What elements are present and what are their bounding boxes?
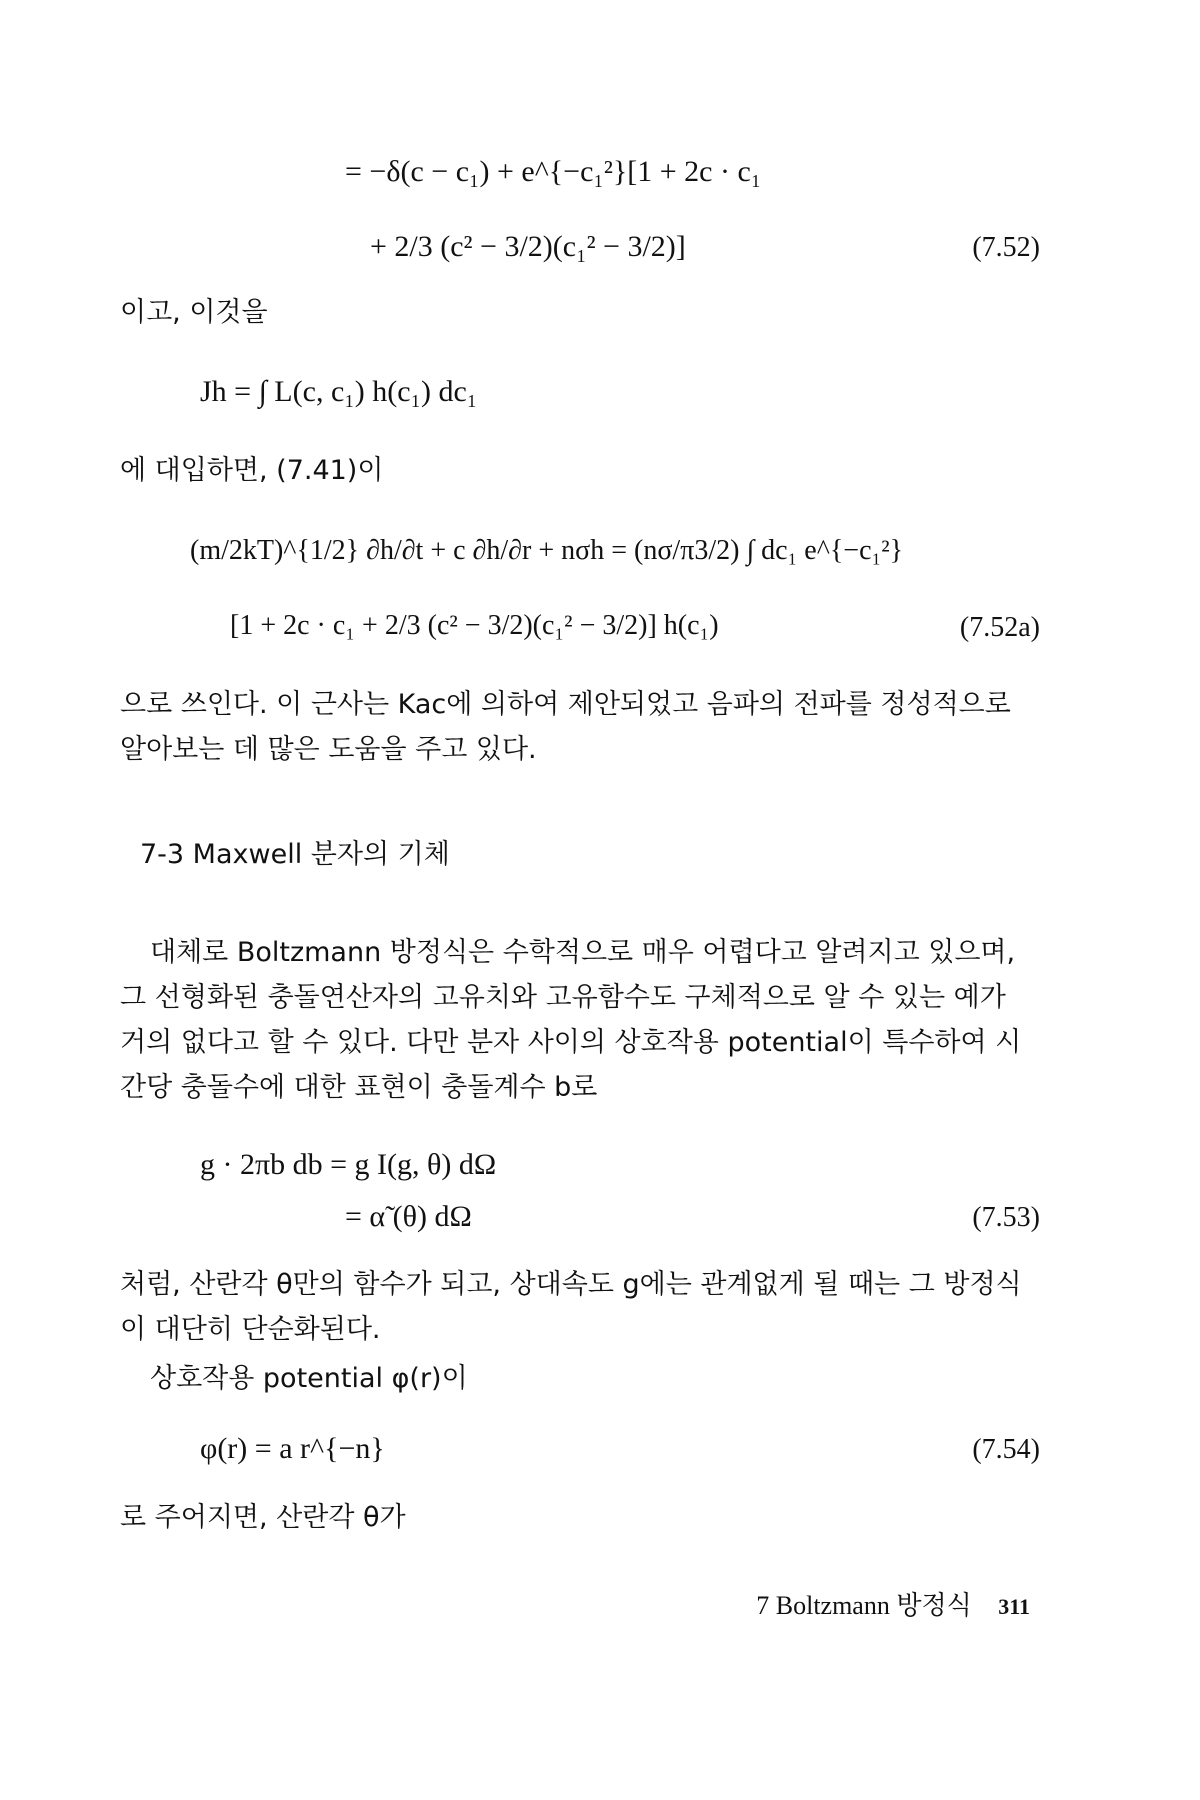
page-number: 311 bbox=[998, 1594, 1030, 1619]
equation-7-53-line-1: g · 2πb db = g I(g, θ) dΩ bbox=[200, 1148, 497, 1181]
equation-number: (7.53) bbox=[972, 1202, 1040, 1233]
equation-7-52-line-2: + 2/3 (c² − 3/2)(c₁² − 3/2)] bbox=[370, 230, 686, 263]
equation-7-54: φ(r) = a r^{−n} bbox=[200, 1432, 385, 1465]
page-footer bbox=[756, 1585, 1030, 1622]
paragraph: 상호작용 potential φ(r)이 bbox=[150, 1363, 468, 1394]
equation-7-52-line-1: = −δ(c − c₁) + e^{−c₁²}[1 + 2c · c₁ bbox=[345, 155, 762, 188]
paragraph: 처럼, 산란각 θ만의 함수가 되고, 상대속도 g에는 관계없게 될 때는 그 방정식이 대단히 단순화된다. bbox=[120, 1269, 1022, 1345]
equation-number: (7.54) bbox=[972, 1434, 1040, 1465]
paragraph: 로 주어지면, 산란각 θ가 bbox=[120, 1502, 406, 1533]
equation-7-52a-line-1: (m/2kT)^{1/2} ∂h/∂t + c ∂h/∂r + nσh = (nσ/π3/2) ∫ dc₁ e^{−c₁²} bbox=[190, 535, 904, 566]
paragraph: 에 대입하면, (7.41)이 bbox=[120, 455, 384, 486]
equation-7-52a-line-2: [1 + 2c · c₁ + 2/3 (c² − 3/2)(c₁² − 3/2)] h(c₁) bbox=[230, 610, 719, 641]
paragraph: 으로 쓰인다. 이 근사는 Kac에 의하여 제안되었고 음파의 전파를 정성적으로 알아보는 데 많은 도움을 주고 있다. bbox=[120, 689, 1011, 765]
equation-number: (7.52) bbox=[972, 232, 1040, 263]
equation-number: (7.52a) bbox=[959, 612, 1040, 643]
paragraph: 이고, 이것을 bbox=[120, 297, 268, 328]
section-heading: 7-3 Maxwell 분자의 기체 bbox=[140, 839, 450, 870]
footer-title: 7 Boltzmann 방정식 bbox=[756, 1591, 972, 1620]
paragraph: 대체로 Boltzmann 방정식은 수학적으로 매우 어렵다고 알려지고 있으며, 그 선형화된 충돌연산자의 고유치와 고유함수도 구체적으로 알 수 있는 예가 거의 없다고 할 수 있다. 다만 분자 사이의 상호작용 potential이 특수하여 시간당 충돌수에 대한 표현이 충돌계수 b로 bbox=[120, 937, 1022, 1103]
equation-7-53-line-2: = α̃ (θ) dΩ bbox=[345, 1200, 472, 1233]
equation-jh: Jh = ∫ L(c, c₁) h(c₁) dc₁ bbox=[200, 375, 478, 408]
